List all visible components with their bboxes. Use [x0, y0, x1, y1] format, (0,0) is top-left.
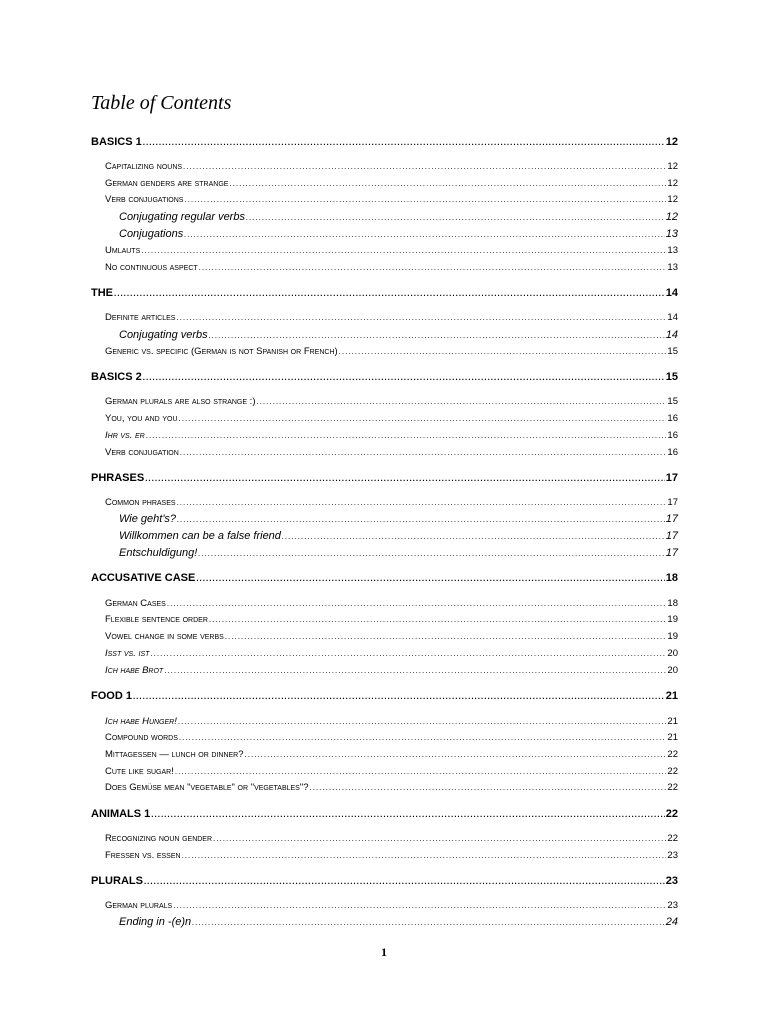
toc-leader-dots [150, 646, 666, 662]
toc-entry-label: Common phrases [105, 497, 176, 508]
toc-leader-dots [145, 471, 665, 487]
toc-entry-page: 19 [667, 614, 678, 625]
toc-entry-page: 24 [665, 916, 678, 928]
toc-entry-level-2[interactable] [105, 445, 678, 461]
toc-entry-page: 17 [665, 513, 678, 525]
toc-entry-level-3[interactable] [119, 327, 678, 343]
toc-entry-level-2[interactable] [105, 260, 678, 276]
toc-entry-level-2[interactable] [105, 411, 678, 427]
toc-entry-label: FOOD 1 [91, 690, 132, 702]
toc-entry-label: German Cases [105, 598, 166, 609]
toc-entry-level-3[interactable] [119, 209, 678, 225]
toc-entry-label: Mittagessen — lunch or dinner? [105, 749, 244, 760]
toc-entry-page: 17 [665, 472, 678, 484]
toc-leader-dots [146, 428, 667, 444]
toc-entry-page: 12 [667, 178, 678, 189]
toc-entry-level-2[interactable] [105, 394, 678, 410]
toc-entry-label: THE [91, 287, 113, 299]
toc-entry-page: 23 [667, 850, 678, 861]
toc-entry-label: German plurals are also strange :) [105, 396, 256, 407]
toc-entry-level-2[interactable] [105, 495, 678, 511]
toc-entry-level-2[interactable] [105, 428, 678, 444]
toc-leader-dots [192, 915, 665, 931]
toc-entry-label: Wie geht's? [119, 513, 177, 525]
toc-entry-level-2[interactable] [105, 310, 678, 326]
toc-entry-page: 12 [665, 136, 678, 148]
toc-entry-level-2[interactable] [105, 176, 678, 192]
toc-leader-dots [178, 714, 667, 730]
toc-entry-page: 22 [667, 749, 678, 760]
toc-entry-label: Vowel change in some verbs [105, 631, 224, 642]
toc-entry-label: PHRASES [91, 472, 145, 484]
toc-entry-page: 20 [667, 665, 678, 676]
toc-entry-label: Definite articles [105, 312, 176, 323]
toc-leader-dots [179, 411, 667, 427]
toc-entry-level-2[interactable] [105, 612, 678, 628]
toc-leader-dots [143, 370, 665, 386]
toc-leader-dots [246, 210, 665, 226]
toc-entry-level-1[interactable] [91, 134, 678, 150]
toc-entry-page: 14 [665, 287, 678, 299]
toc-leader-dots [184, 227, 665, 243]
toc-entry-label: Flexible sentence order [105, 614, 208, 625]
toc-entry-page: 17 [665, 530, 678, 542]
toc-entry-level-1[interactable] [91, 570, 678, 586]
toc-entry-page: 16 [667, 413, 678, 424]
toc-entry-label: Recognizing noun gender [105, 833, 213, 844]
toc-entry-page: 22 [665, 808, 678, 820]
toc-entry-label: You, you and you [105, 413, 178, 424]
toc-entry-label: German genders are strange [105, 178, 229, 189]
toc-entry-level-2[interactable] [105, 898, 678, 914]
toc-entry-page: 12 [667, 161, 678, 172]
toc-entry-page: 20 [667, 648, 678, 659]
toc-entry-label: BASICS 2 [91, 371, 142, 383]
toc-leader-dots [175, 764, 667, 780]
toc-entry-level-3[interactable] [119, 226, 678, 242]
toc-entry-page: 22 [667, 833, 678, 844]
toc-entry-label: PLURALS [91, 875, 143, 887]
toc-entry-label: Capitalizing nouns [105, 161, 183, 172]
toc-entry-label: Entschuldigung! [119, 547, 198, 559]
toc-entry-label: Generic vs. specific (German is not Spanish or French) [105, 346, 338, 357]
toc-entry-level-2[interactable] [105, 831, 678, 847]
toc-entry-label: Conjugating verbs [119, 329, 208, 341]
toc-entry-level-2[interactable] [105, 159, 678, 175]
toc-entry-level-2[interactable] [105, 629, 678, 645]
toc-leader-dots [177, 512, 665, 528]
toc-entry-page: 22 [667, 782, 678, 793]
toc-entry-page: 16 [667, 430, 678, 441]
toc-entry-label: Conjugating regular verbs [119, 211, 245, 223]
toc-entry-page: 12 [667, 194, 678, 205]
toc-entry-page: 12 [665, 211, 678, 223]
toc-entry-level-1[interactable] [91, 873, 678, 889]
toc-entry-page: 17 [667, 497, 678, 508]
toc-leader-dots [164, 663, 666, 679]
toc-entry-label: German plurals [105, 900, 173, 911]
toc-entry-page: 15 [665, 371, 678, 383]
toc-entry-label: Ich habe Hunger! [105, 716, 177, 727]
toc-leader-dots [133, 689, 665, 705]
toc-entry-page: 13 [667, 245, 678, 256]
toc-entry-page: 16 [667, 447, 678, 458]
toc-entry-page: 23 [667, 900, 678, 911]
toc-entry-page: 21 [667, 716, 678, 727]
toc-leader-dots [339, 344, 667, 360]
toc-entry-level-2[interactable] [105, 663, 678, 679]
toc-entry-level-2[interactable] [105, 764, 678, 780]
toc-entry-page: 21 [667, 732, 678, 743]
toc-entry-level-2[interactable] [105, 596, 678, 612]
toc-leader-dots [167, 596, 667, 612]
toc-entry-label: Ihr vs. er [105, 430, 145, 441]
toc-leader-dots [141, 243, 666, 259]
toc-leader-dots [256, 394, 666, 410]
toc-entry-level-2[interactable] [105, 780, 678, 796]
toc-leader-dots [114, 286, 665, 302]
toc-entry-level-1[interactable] [91, 369, 678, 385]
toc-leader-dots [182, 848, 667, 864]
toc-leader-dots [144, 874, 665, 890]
toc-entry-page: 14 [665, 329, 678, 341]
toc-entry-page: 23 [665, 875, 678, 887]
toc-entry-level-1[interactable] [91, 470, 678, 486]
toc-leader-dots [229, 176, 666, 192]
toc-entry-level-2[interactable] [105, 714, 678, 730]
toc-entry-page: 18 [667, 598, 678, 609]
toc-entry-page: 22 [667, 766, 678, 777]
toc-entry-label: Conjugations [119, 228, 184, 240]
toc-leader-dots [225, 629, 667, 645]
toc-leader-dots [196, 571, 664, 587]
toc-entry-level-1[interactable] [91, 688, 678, 704]
toc-entry-label: BASICS 1 [91, 136, 142, 148]
toc-entry-level-2[interactable] [105, 344, 678, 360]
toc-leader-dots [310, 780, 667, 796]
toc-entry-label: ACCUSATIVE CASE [91, 572, 196, 584]
page-number: 1 [381, 945, 387, 959]
toc-entry-page: 17 [665, 547, 678, 559]
toc-entry-level-2[interactable] [105, 192, 678, 208]
toc-entry-label: Cute like sugar! [105, 766, 174, 777]
toc-entry-level-2[interactable] [105, 243, 678, 259]
toc-entry-page: 18 [665, 572, 678, 584]
toc-entry-page: 13 [667, 262, 678, 273]
toc-leader-dots [209, 612, 667, 628]
toc-entry-label: ANIMALS 1 [91, 808, 151, 820]
toc-entry-label: Verb conjugation [105, 447, 179, 458]
toc-entry-level-1[interactable] [91, 285, 678, 301]
toc-leader-dots [282, 529, 665, 545]
toc-entry-label: Willkommen can be a false friend [119, 530, 281, 542]
toc-entry-level-2[interactable] [105, 747, 678, 763]
toc-entry-label: Does Gemüse mean "vegetable" or "vegetables"? [105, 782, 309, 793]
toc-entry-label: Ich habe Brot [105, 665, 164, 676]
toc-leader-dots [184, 192, 666, 208]
toc-entry-level-3[interactable] [119, 545, 678, 561]
toc-leader-dots [183, 159, 666, 175]
toc-entry-page: 21 [665, 690, 678, 702]
toc-entry-page: 15 [667, 346, 678, 357]
toc-entry-label: Compound words [105, 732, 178, 743]
toc-entry-level-3[interactable] [119, 528, 678, 544]
toc-leader-dots [198, 546, 664, 562]
toc-entry-label: Verb conjugations [105, 194, 184, 205]
toc-leader-dots [151, 807, 664, 823]
toc-entry-level-2[interactable] [105, 646, 678, 662]
toc-entry-label: Ending in -(e)n [119, 916, 192, 928]
toc-leader-dots [173, 898, 666, 914]
toc-entry-label: Fressen vs. essen [105, 850, 181, 861]
toc-leader-dots [179, 730, 667, 746]
toc-leader-dots [143, 135, 665, 151]
toc-entry-level-2[interactable] [105, 848, 678, 864]
toc-entry-page: 14 [667, 312, 678, 323]
toc-leader-dots [213, 831, 666, 847]
toc-leader-dots [245, 747, 667, 763]
toc-entry-level-2[interactable] [105, 730, 678, 746]
toc-entry-level-1[interactable] [91, 806, 678, 822]
toc-leader-dots [176, 310, 666, 326]
toc-leader-dots [180, 445, 667, 461]
toc-leader-dots [209, 328, 665, 344]
toc-leader-dots [199, 260, 667, 276]
page-title: Table of Contents [91, 92, 232, 114]
toc-entry-label: No continuous aspect [105, 262, 198, 273]
toc-entry-label: Isst vs. ist [105, 648, 150, 659]
toc-entry-page: 19 [667, 631, 678, 642]
toc-entry-page: 15 [667, 396, 678, 407]
toc-entry-level-3[interactable] [119, 511, 678, 527]
toc-entry-label: Umlauts [105, 245, 141, 256]
toc-entry-level-3[interactable] [119, 914, 678, 930]
toc-entry-page: 13 [665, 228, 678, 240]
toc-leader-dots [177, 495, 667, 511]
